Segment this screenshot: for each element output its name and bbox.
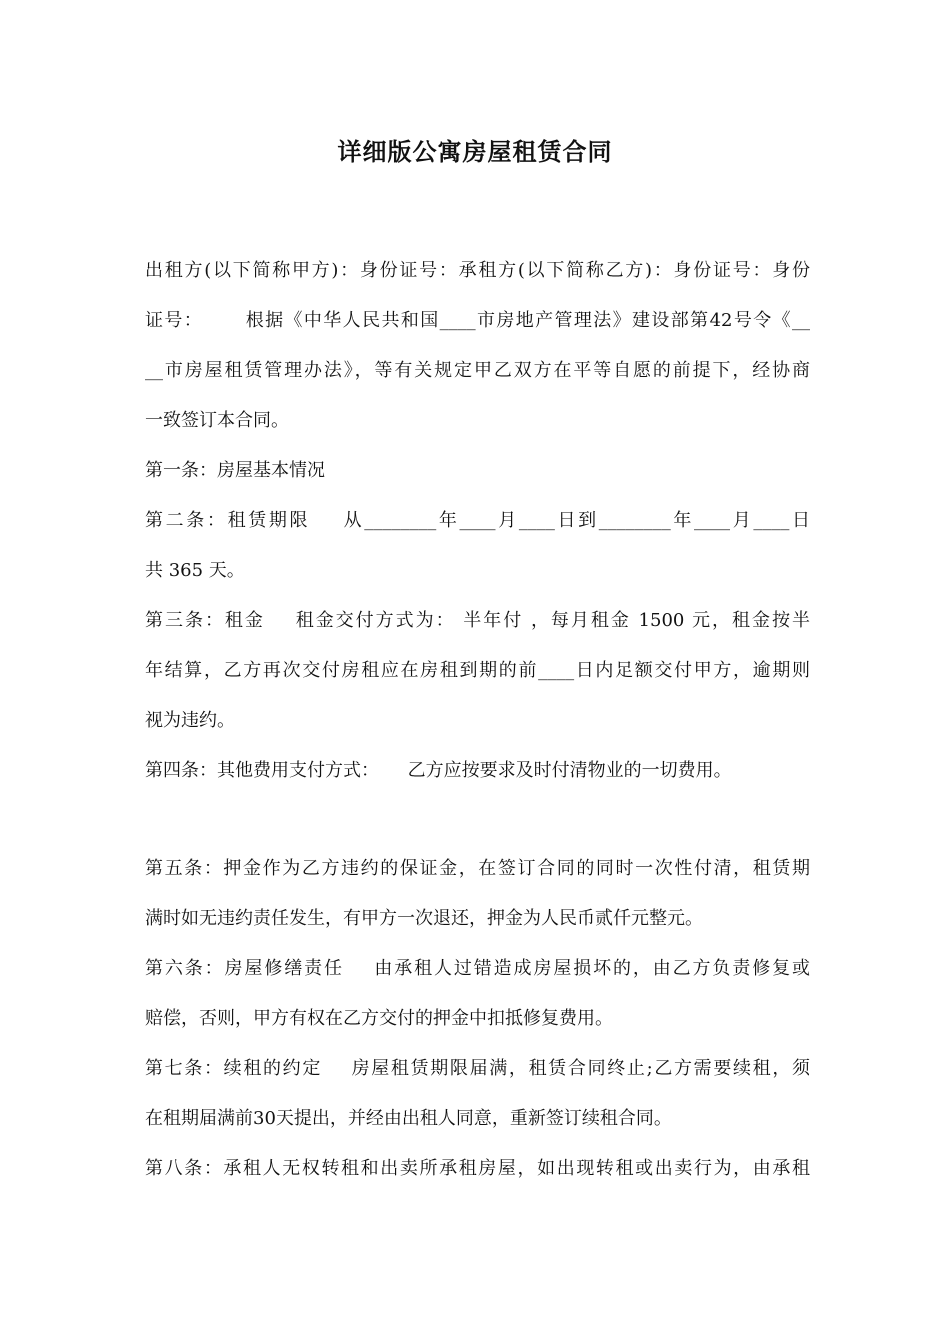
paragraph-line: 共 365 天。 xyxy=(145,560,245,581)
paragraph-line: 第五条：押金作为乙方违约的保证金，在签订合同的同时一次性付清，租赁期 xyxy=(145,858,810,879)
paragraph-line: 一致签订本合同。 xyxy=(145,410,289,431)
paragraph-line: __市房屋租赁管理办法》，等有关规定甲乙双方在平等自愿的前提下，经协商 xyxy=(145,360,810,381)
paragraph-line: 第六条：房屋修缮责任 由承租人过错造成房屋损坏的，由乙方负责修复或 xyxy=(145,958,810,979)
paragraph-line: 满时如无违约责任发生，有甲方一次退还，押金为人民币贰仟元整元。 xyxy=(145,908,703,929)
paragraph-line: 在租期届满前30天提出，并经由出租人同意，重新签订续租合同。 xyxy=(145,1108,672,1129)
paragraph-line: 第四条：其他费用支付方式： 乙方应按要求及时付清物业的一切费用。 xyxy=(145,760,732,781)
paragraph-line: 第八条：承租人无权转租和出卖所承租房屋，如出现转租或出卖行为，由承租 xyxy=(145,1158,810,1179)
paragraph-line: 出租方(以下简称甲方)：身份证号：承租方(以下简称乙方)：身份证号：身份 xyxy=(145,260,810,281)
paragraph-line: 第七条：续租的约定 房屋租赁期限届满，租赁合同终止;乙方需要续租，须 xyxy=(145,1058,810,1079)
paragraph-line: 第三条：租金 租金交付方式为： 半年付 ，每月租金 1500 元，租金按半 xyxy=(145,610,810,631)
paragraph-line: 第二条：租赁期限 从________年____月____日到________年____月____日 xyxy=(145,510,810,531)
paragraph-line: 视为违约。 xyxy=(145,710,235,731)
paragraph-line: 年结算，乙方再次交付房租应在房租到期的前____日内足额交付甲方，逾期则 xyxy=(145,660,810,681)
paragraph-line: 赔偿，否则，甲方有权在乙方交付的押金中扣抵修复费用。 xyxy=(145,1008,613,1029)
document-title: 详细版公寓房屋租赁合同 xyxy=(337,138,613,166)
paragraph-line: 证号： 根据《中华人民共和国____市房地产管理法》建设部第42号令《__ xyxy=(145,310,810,331)
clause-heading: 第一条：房屋基本情况 xyxy=(145,460,325,481)
